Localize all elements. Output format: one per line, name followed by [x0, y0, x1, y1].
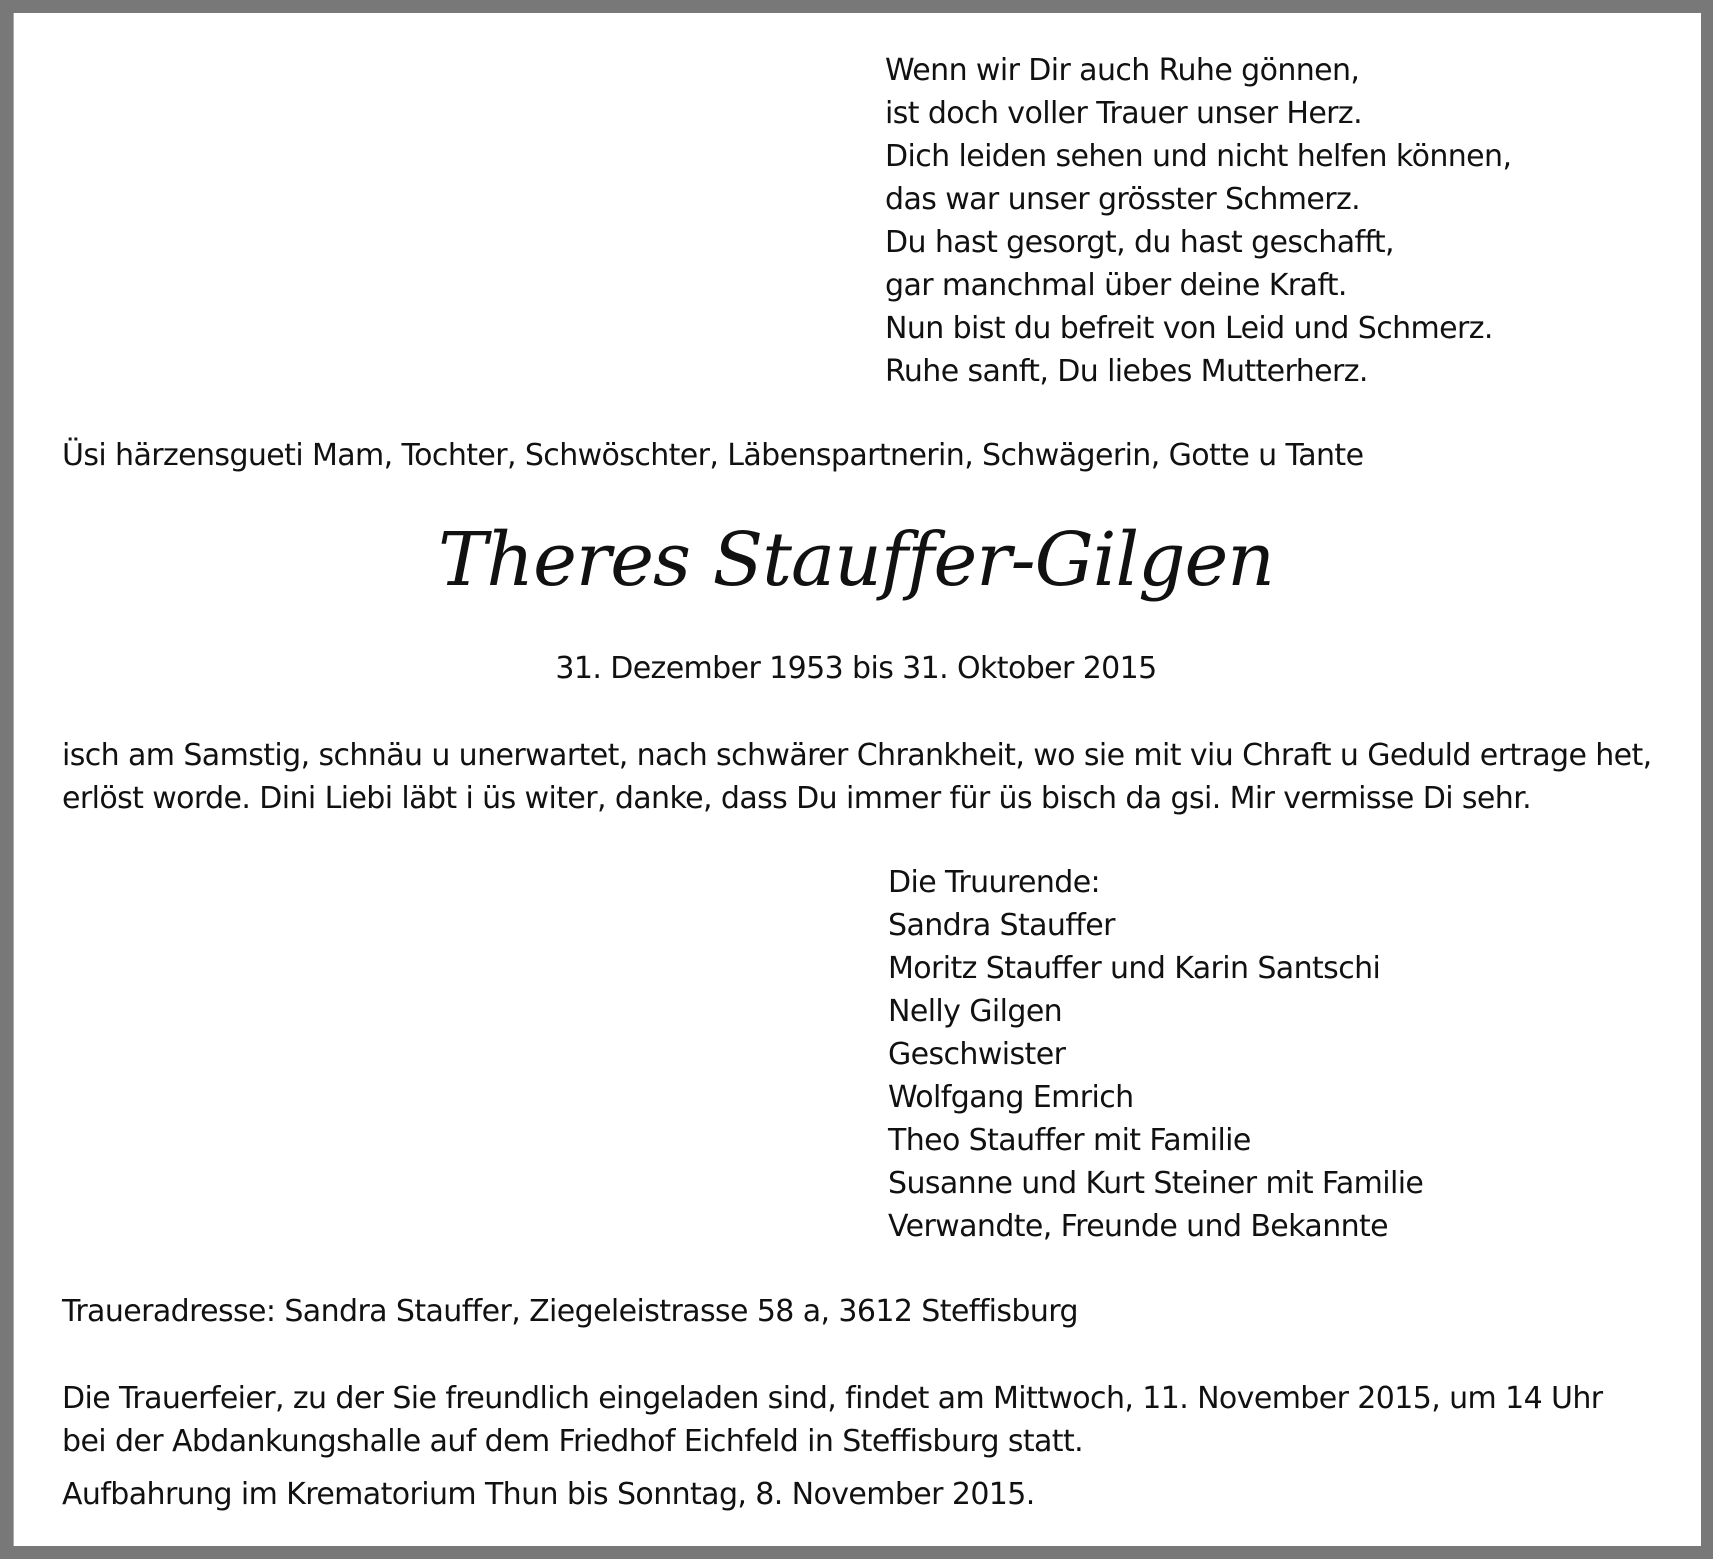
intro-text: Üsi härzensgueti Mam, Tochter, Schwöschter, Läbenspartnerin, Schwägerin, Gotte u Tante: [62, 438, 1364, 473]
mourning-address: Traueradresse: Sandra Stauffer, Ziegeleistrasse 58 a, 3612 Steffisburg: [62, 1294, 1078, 1329]
message-line: isch am Samstig, schnäu u unerwartet, nach schwärer Chrankheit, wo sie mit viu Chraft u Geduld ertrage het,: [62, 738, 1652, 773]
poem-line: ist doch voller Trauer unser Herz.: [885, 96, 1363, 131]
mourner: Susanne und Kurt Steiner mit Familie: [888, 1166, 1424, 1201]
mourner: Verwandte, Freunde und Bekannte: [888, 1209, 1389, 1244]
life-dates: 31. Dezember 1953 bis 31. Oktober 2015: [555, 651, 1157, 686]
ceremony-line: Die Trauerfeier, zu der Sie freundlich eingeladen sind, findet am Mittwoch, 11. November 2015, um 14 Uhr: [62, 1381, 1603, 1416]
mourner: Sandra Stauffer: [888, 908, 1115, 943]
poem-line: Du hast gesorgt, du hast geschafft,: [885, 225, 1394, 260]
mourner: Geschwister: [888, 1037, 1066, 1072]
mourner: Moritz Stauffer und Karin Santschi: [888, 951, 1381, 986]
poem-line: das war unser grösster Schmerz.: [885, 182, 1361, 217]
mourner: Wolfgang Emrich: [888, 1080, 1134, 1115]
poem-line: Dich leiden sehen und nicht helfen können,: [885, 139, 1512, 174]
poem-line: gar manchmal über deine Kraft.: [885, 268, 1347, 303]
poem-line: Ruhe sanft, Du liebes Mutterherz.: [885, 354, 1368, 389]
ceremony-line: bei der Abdankungshalle auf dem Friedhof Eichfeld in Steffisburg statt.: [62, 1424, 1084, 1459]
deceased-name: Theres Stauffer-Gilgen: [438, 517, 1274, 603]
mourner: Theo Stauffer mit Familie: [888, 1123, 1251, 1158]
mourner: Die Truurende:: [888, 865, 1101, 900]
viewing-info: Aufbahrung im Krematorium Thun bis Sonntag, 8. November 2015.: [62, 1477, 1035, 1512]
mourner: Nelly Gilgen: [888, 994, 1063, 1029]
poem-line: Nun bist du befreit von Leid und Schmerz.: [885, 311, 1493, 346]
message-line: erlöst worde. Dini Liebi läbt i üs witer, danke, dass Du immer für üs bisch da gsi. Mir vermisse Di sehr.: [62, 781, 1532, 816]
poem-line: Wenn wir Dir auch Ruhe gönnen,: [885, 53, 1360, 88]
